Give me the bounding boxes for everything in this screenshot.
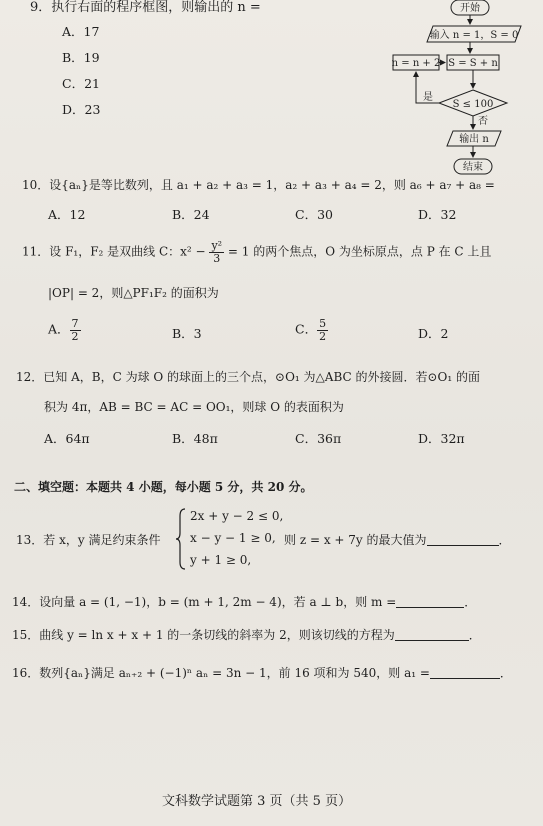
q11-fraction-den: 3 [213,251,221,265]
q16-line [12,664,512,681]
page-footer: 文科数学试题第 3 页（共 5 页） [162,794,352,809]
q16-text: 16．数列{aₙ}满足 aₙ₊₂ + (−1)ⁿ aₙ = 3n − 1，前 16 项和为 540，则 a₁ = [12,666,430,680]
q11-fraction-num: y² [211,239,223,252]
q13-brace [176,508,186,570]
flow-start-node [451,0,489,15]
q13-constraint-2: x − y − 1 ≥ 0, [190,531,276,545]
q14-end: ． [464,595,477,609]
q12-line2: 积为 4π，AB = BC = AC = OO₁，则球 O 的表面积为 [44,400,344,414]
q11-option-c-num: 5 [319,317,327,330]
flow-no-label: 否 [478,116,488,127]
q11-option-b: B．3 [172,326,202,341]
q14-text: 14．设向量 a = (1, −1)，b = (m + 1, 2m − 4)，若 a ⊥ b，则 m = [12,595,397,609]
q10-option-d: D．32 [418,207,457,222]
q9-option-c: C．21 [62,76,100,91]
q10-stem: 10．设{aₙ}是等比数列，且 a₁ + a₂ + a₃ = 1，a₂ + a₃ + a₄ = 2，则 a₆ + a₇ + a₈ = [22,178,495,192]
q11-option-a [48,318,81,342]
q11-line1-start: 11．设 F₁，F₂ 是双曲线 C：x² − [22,244,206,259]
q9-option-a: A．17 [62,24,100,39]
q11-option-d: D．2 [418,326,449,341]
q12-line1: 12．已知 A，B，C 为球 O 的球面上的三个点，⊙O₁ 为△ABC 的外接圆．若⊙O₁ 的面 [16,370,481,384]
flow-update-n-node [392,55,441,70]
q11-fraction [209,240,224,264]
q11-option-c [295,318,328,342]
q11-line1-end: = 1 的两个焦点，O 为坐标原点，点 P 在 C 上且 [227,244,492,259]
q14-line [12,593,476,610]
flow-end-label: 结束 [463,162,483,173]
program-flowchart [385,0,535,178]
q13-constraint-1: 2x + y − 2 ≤ 0, [190,509,284,523]
flow-yes-label: 是 [423,92,433,103]
q12-option-d: D．32π [418,431,465,446]
flow-update-n-label: n = n + 2 [391,58,441,69]
q11-option-c-den: 2 [319,329,327,343]
flow-start-label: 开始 [460,3,480,14]
flow-update-s-node [447,55,499,70]
q16-end: ． [499,666,512,680]
flow-input-node [427,26,521,42]
q13-end: ． [498,533,511,547]
q11-option-a-num: 7 [71,317,79,330]
q13-constraint-3: y + 1 ≥ 0, [190,553,252,567]
q13-tail-text: 则 z = x + 7y 的最大值为 [284,533,427,547]
flow-condition-label: S ≤ 100 [452,99,494,110]
q16-answer-blank[interactable] [430,666,500,679]
q11-option-a-label: A． [48,321,70,337]
q11-line1 [22,240,491,264]
flow-update-s-label: S = S + n [448,58,498,69]
q13-tail [284,531,511,548]
q11-line2: |OP| = 2，则△PF₁F₂ 的面积为 [48,286,219,300]
q10-option-a: A．12 [48,207,86,222]
q11-option-c-label: C． [295,321,318,337]
q15-line [12,626,481,643]
q9-option-b: B．19 [62,50,100,65]
flow-condition-node [439,90,507,116]
q10-option-c: C．30 [295,207,333,222]
section-heading: 二、填空题：本题共 4 小题，每小题 5 分，共 20 分。 [14,480,313,494]
q12-option-a: A．64π [44,431,90,446]
q12-option-c: C．36π [295,431,342,446]
q11-option-a-frac [70,318,81,342]
q15-end: ． [468,628,481,642]
flow-end-node [454,159,492,174]
q10-option-b: B．24 [172,207,210,222]
flow-output-label: 输出 n [459,134,489,145]
q15-text: 15．曲线 y = ln x + x + 1 的一条切线的斜率为 2，则该切线的方程为 [12,628,395,642]
q11-option-a-den: 2 [71,329,79,343]
q13-answer-blank[interactable] [427,533,499,546]
q15-answer-blank[interactable] [395,628,469,641]
q13-lead: 13．若 x，y 满足约束条件 [16,533,161,547]
flow-output-node [447,131,501,146]
q14-answer-blank[interactable] [396,595,464,608]
q9-stem: 9．执行右面的程序框图，则输出的 n = [30,0,261,15]
q9-option-d: D．23 [62,102,101,117]
flow-input-label: 输入 n = 1，S = 0 [429,30,519,41]
q12-option-b: B．48π [172,431,218,446]
q11-option-c-frac [317,318,328,342]
